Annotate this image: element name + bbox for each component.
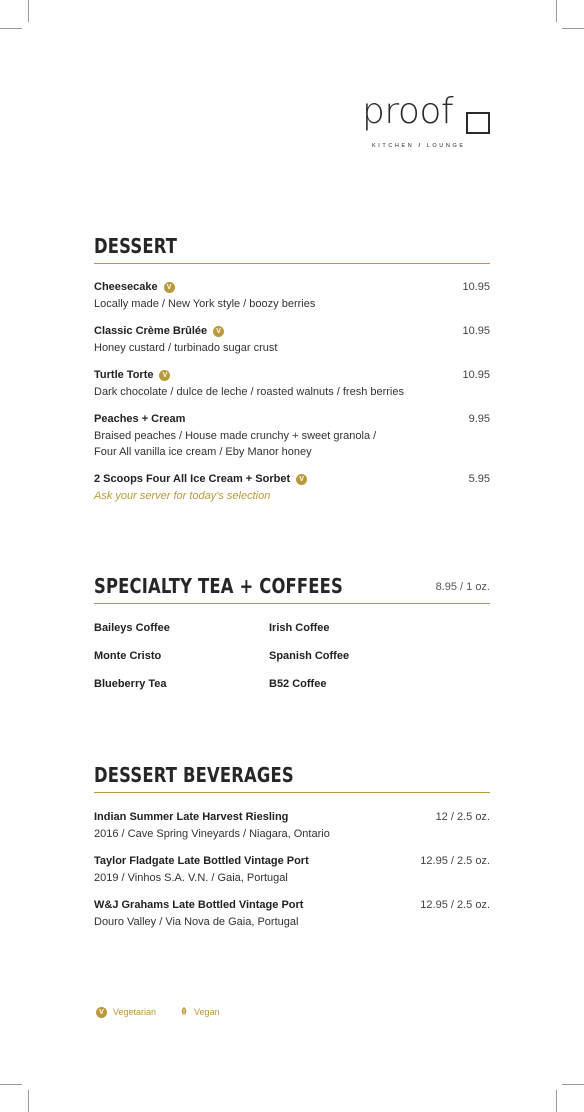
item-name: Indian Summer Late Harvest Riesling (94, 811, 289, 823)
item-price: 9.95 (468, 413, 490, 425)
item-description: Braised peaches / House made crunchy + sweet granola / (94, 430, 377, 442)
item-price: 10.95 (462, 369, 490, 381)
menu-item (94, 324, 490, 356)
item-price: 10.95 (462, 281, 490, 293)
menu-item (94, 810, 490, 842)
item-name: W&J Grahams Late Bottled Vintage Port (94, 899, 304, 911)
legend-vegan-label: Vegan (194, 1007, 220, 1017)
list-item: Baileys Coffee (94, 622, 170, 634)
crop-mark (562, 28, 584, 29)
section-divider (94, 603, 490, 604)
item-name: Taylor Fladgate Late Bottled Vintage Port (94, 855, 309, 867)
crop-mark (0, 28, 22, 29)
crop-mark (556, 0, 557, 22)
crop-mark (0, 1084, 22, 1085)
section-title-beverages: DESSERT BEVERAGES (94, 763, 294, 787)
section-divider (94, 263, 490, 264)
menu-item (94, 280, 490, 312)
item-price: 12.95 / 2.5 oz. (420, 899, 490, 911)
item-price: 12.95 / 2.5 oz. (420, 855, 490, 867)
item-name: 2 Scoops Four All Ice Cream + Sorbet V (94, 472, 490, 486)
diet-legend (96, 1006, 220, 1018)
vegetarian-icon: V (213, 326, 224, 337)
list-item: Irish Coffee (269, 622, 330, 634)
menu-item (94, 898, 490, 930)
item-price: 10.95 (462, 325, 490, 337)
vegan-leaf-icon (178, 1006, 190, 1018)
item-price: 5.95 (468, 473, 490, 485)
item-description: Four All vanilla ice cream / Eby Manor honey (94, 446, 312, 458)
item-price: 12 / 2.5 oz. (435, 811, 490, 823)
logo-square-icon (466, 112, 490, 134)
vegetarian-icon: V (159, 370, 170, 381)
brand-logo (362, 92, 492, 154)
item-name: Turtle Torte V (94, 368, 490, 382)
list-item: Monte Cristo (94, 650, 162, 662)
menu-item (94, 412, 490, 460)
menu-item (94, 854, 490, 886)
section-divider (94, 792, 490, 793)
crop-mark (28, 1090, 29, 1112)
list-item: B52 Coffee (269, 678, 327, 690)
menu-item (94, 472, 490, 504)
item-name: Cheesecake V (94, 280, 490, 294)
item-name: Classic Crème Brûlée V (94, 324, 490, 338)
crop-mark (28, 0, 29, 22)
crop-mark (562, 1084, 584, 1085)
crop-mark (556, 1090, 557, 1112)
vegetarian-icon: V (96, 1007, 107, 1018)
logo-tagline: KITCHEN / LOUNGE (372, 143, 466, 149)
vegetarian-icon: V (164, 282, 175, 293)
item-description: Dark chocolate / dulce de leche / roasted walnuts / fresh berries (94, 386, 404, 398)
item-description: Honey custard / turbinado sugar crust (94, 342, 278, 354)
item-description: Locally made / New York style / boozy berries (94, 298, 316, 310)
legend-vegetarian-label: Vegetarian (113, 1007, 157, 1017)
list-item: Spanish Coffee (269, 650, 350, 662)
item-description: Ask your server for today's selection (94, 490, 271, 502)
logo-wordmark: proof (362, 91, 454, 132)
list-item: Blueberry Tea (94, 678, 167, 690)
section-title-tea: SPECIALTY TEA + COFFEES (94, 574, 343, 598)
section-title-dessert: DESSERT (94, 234, 178, 258)
vegetarian-icon: V (296, 474, 307, 485)
item-description: 2016 / Cave Spring Vineyards / Niagara, Ontario (94, 828, 330, 840)
item-description: 2019 / Vinhos S.A. V.N. / Gaia, Portugal (94, 872, 288, 884)
section-price: 8.95 / 1 oz. (435, 581, 490, 593)
item-description: Douro Valley / Via Nova de Gaia, Portugal (94, 916, 299, 928)
menu-item (94, 368, 490, 400)
item-name: Peaches + Cream (94, 413, 186, 425)
